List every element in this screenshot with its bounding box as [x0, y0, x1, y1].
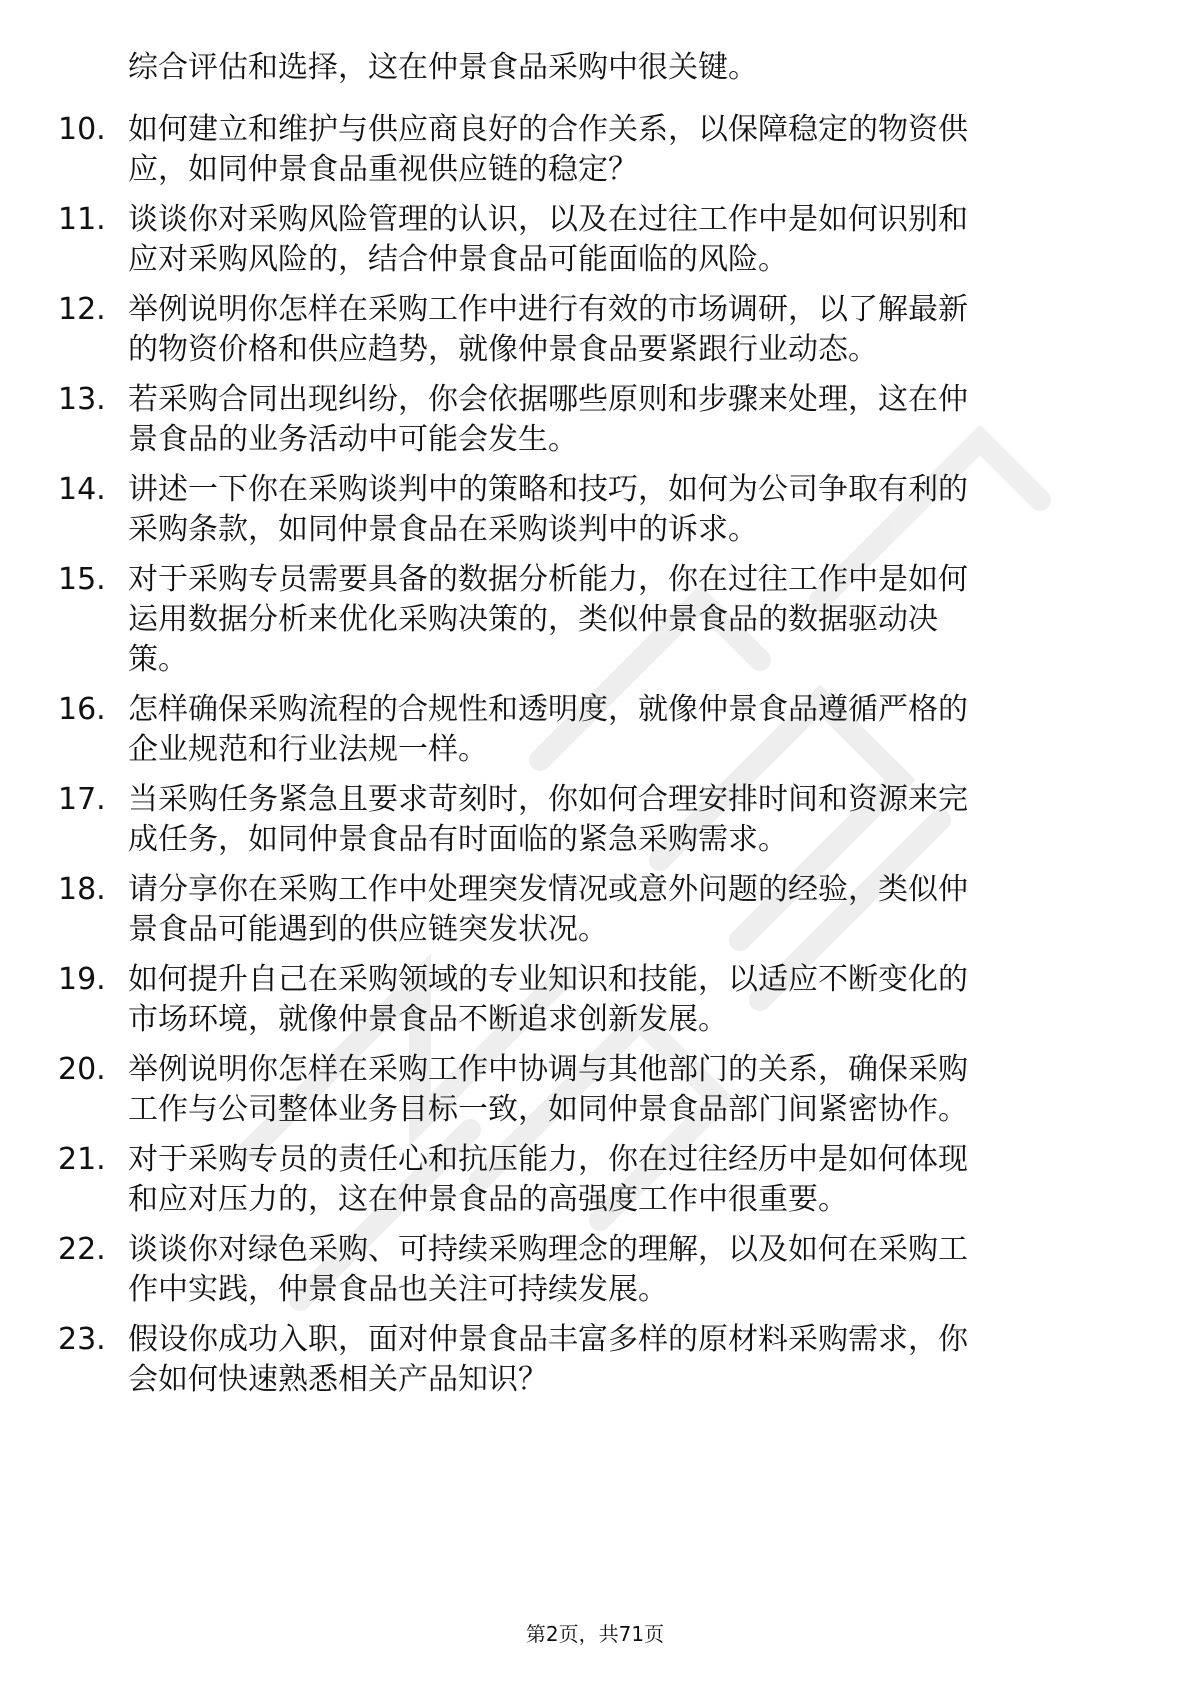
question-item — [58, 960, 1138, 1040]
question-number: 23. — [58, 1322, 106, 1357]
question-item — [58, 1140, 1138, 1220]
question-text-line: 对于采购专员的责任心和抗压能力，你在过往经历中是如何体现 — [128, 1142, 968, 1177]
question-item — [58, 560, 1138, 680]
question-item — [58, 200, 1138, 280]
question-number: 19. — [58, 962, 106, 997]
question-text-line: 会如何快速熟悉相关产品知识？ — [128, 1362, 548, 1397]
question-number: 13. — [58, 382, 106, 417]
question-number: 14. — [58, 472, 106, 507]
question-number: 10. — [58, 112, 106, 147]
question-number: 21. — [58, 1142, 106, 1177]
question-text-line: 举例说明你怎样在采购工作中协调与其他部门的关系，确保采购 — [128, 1052, 968, 1087]
question-text-line: 企业规范和行业法规一样。 — [128, 732, 488, 767]
question-number: 22. — [58, 1232, 106, 1267]
question-number: 18. — [58, 872, 106, 907]
question-text-line: 谈谈你对绿色采购、可持续采购理念的理解，以及如何在采购工 — [128, 1232, 968, 1267]
question-text-line: 采购条款，如同仲景食品在采购谈判中的诉求。 — [128, 512, 758, 547]
question-number: 20. — [58, 1052, 106, 1087]
question-item — [58, 1050, 1138, 1130]
question-text-line: 对于采购专员需要具备的数据分析能力，你在过往工作中是如何 — [128, 562, 968, 597]
question-text-line: 讲述一下你在采购谈判中的策略和技巧，如何为公司争取有利的 — [128, 472, 968, 507]
question-item — [58, 380, 1138, 460]
continuation-text: 综合评估和选择，这在仲景食品采购中很关键。 — [128, 50, 758, 85]
question-item — [58, 290, 1138, 370]
question-number: 12. — [58, 292, 106, 327]
question-text-line: 举例说明你怎样在采购工作中进行有效的市场调研，以了解最新 — [128, 292, 968, 327]
question-text-line: 运用数据分析来优化采购决策的，类似仲景食品的数据驱动决 — [128, 602, 938, 637]
question-item — [58, 1230, 1138, 1310]
question-text-line: 景食品可能遇到的供应链突发状况。 — [128, 912, 608, 947]
question-text-line: 市场环境，就像仲景食品不断追求创新发展。 — [128, 1002, 728, 1037]
question-text-line: 当采购任务紧急且要求苛刻时，你如何合理安排时间和资源来完 — [128, 782, 968, 817]
question-text-line: 作中实践，仲景食品也关注可持续发展。 — [128, 1272, 668, 1307]
question-text-line: 应，如同仲景食品重视供应链的稳定？ — [128, 152, 638, 187]
question-item — [58, 110, 1138, 190]
question-item — [58, 470, 1138, 550]
question-text-line: 成任务，如同仲景食品有时面临的紧急采购需求。 — [128, 822, 788, 857]
question-text-line: 假设你成功入职，面对仲景食品丰富多样的原材料采购需求，你 — [128, 1322, 968, 1357]
question-text-line: 景食品的业务活动中可能会发生。 — [128, 422, 578, 457]
question-item — [58, 870, 1138, 950]
question-text-line: 工作与公司整体业务目标一致，如同仲景食品部门间紧密协作。 — [128, 1092, 968, 1127]
page-footer: 第2页，共71页 — [525, 1622, 665, 1646]
question-item — [58, 780, 1138, 860]
question-item — [58, 690, 1138, 770]
question-text-line: 策。 — [128, 642, 188, 677]
question-number: 16. — [58, 692, 106, 727]
question-number: 17. — [58, 782, 106, 817]
question-text-line: 请分享你在采购工作中处理突发情况或意外问题的经验，类似仲 — [128, 872, 968, 907]
question-text-line: 怎样确保采购流程的合规性和透明度，就像仲景食品遵循严格的 — [128, 692, 968, 727]
question-text-line: 应对采购风险的，结合仲景食品可能面临的风险。 — [128, 242, 788, 277]
question-text-line: 若采购合同出现纠纷，你会依据哪些原则和步骤来处理，这在仲 — [128, 382, 968, 417]
question-text-line: 谈谈你对采购风险管理的认识，以及在过往工作中是如何识别和 — [128, 202, 968, 237]
question-number: 11. — [58, 202, 106, 237]
question-item — [58, 1320, 1138, 1400]
question-text-line: 如何建立和维护与供应商良好的合作关系，以保障稳定的物资供 — [128, 112, 968, 147]
question-text-line: 的物资价格和供应趋势，就像仲景食品要紧跟行业动态。 — [128, 332, 878, 367]
question-text-line: 和应对压力的，这在仲景食品的高强度工作中很重要。 — [128, 1182, 848, 1217]
question-text-line: 如何提升自己在采购领域的专业知识和技能，以适应不断变化的 — [128, 962, 968, 997]
question-number: 15. — [58, 562, 106, 597]
